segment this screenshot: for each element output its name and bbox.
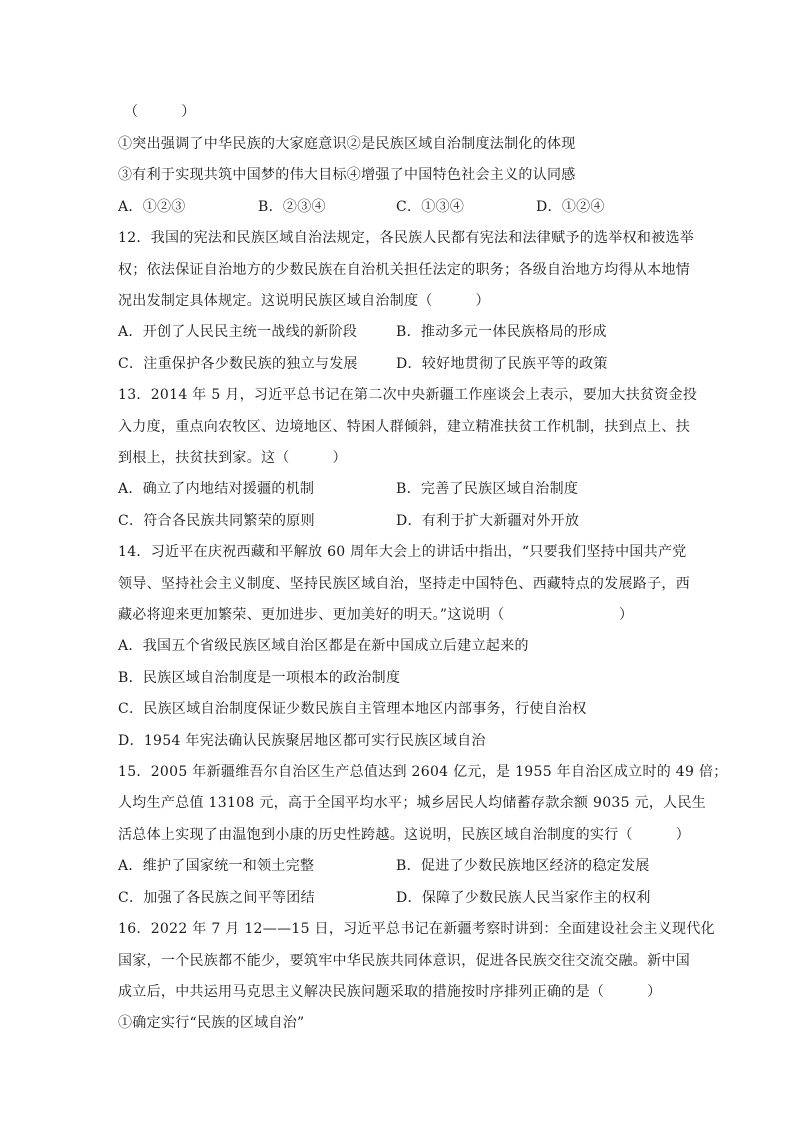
q11-option-c[interactable]: C．①③④ xyxy=(396,199,465,215)
q12-option-b[interactable]: B．推动多元一体民族格局的形成 xyxy=(396,324,607,340)
q14-option-b[interactable]: B．民族区域自治制度是一项根本的政治制度 xyxy=(118,670,401,686)
q11-statement-3-4: ③有利于实现共筑中国梦的伟大目标④增强了中国特色社会主义的认同感 xyxy=(118,167,576,183)
q15-stem-line-3: 活总体上实现了由温饱到小康的历史性跨越。这说明，民族区域自治制度的实行（ ） xyxy=(118,827,690,843)
q11-option-b[interactable]: B．②③④ xyxy=(258,199,326,215)
q13-option-b[interactable]: B．完善了民族区域自治制度 xyxy=(396,481,579,497)
q15-option-c[interactable]: C．加强了各民族之间平等团结 xyxy=(118,890,315,906)
q14-option-a[interactable]: A．我国五个省级民族区域自治区都是在新中国成立后建立起来的 xyxy=(118,638,529,654)
q12-option-c[interactable]: C．注重保护各少数民族的独立与发展 xyxy=(118,356,358,372)
q15-stem-line-1: 15．2005 年新疆维吾尔自治区生产总值达到 2604 亿元，是 1955 年自治区成立时的 49 倍； xyxy=(118,764,728,780)
q15-option-d[interactable]: D．保障了少数民族人民当家作主的权利 xyxy=(396,890,651,906)
q13-option-c[interactable]: C．符合各民族共同繁荣的原则 xyxy=(118,513,315,529)
q13-stem-line-1: 13．2014 年 5 月，习近平总书记在第二次中央新疆工作座谈会上表示，要加大扶贫资金投 xyxy=(118,387,698,403)
q14-stem-line-3: 藏必将迎来更加繁荣、更加进步、更加美好的明天。”这说明（ ） xyxy=(118,607,634,623)
q14-option-d[interactable]: D．1954 年宪法确认民族聚居地区都可实行民族区域自治 xyxy=(118,733,486,749)
q12-option-d[interactable]: D．较好地贯彻了民族平等的政策 xyxy=(396,356,608,372)
q16-stem-line-1: 16．2022 年 7 月 12——15 日，习近平总书记在新疆考察时讲到：全面建设社会主义现代化 xyxy=(118,921,715,937)
q13-stem-line-3: 到根上，扶贫扶到家。这（ ） xyxy=(118,450,347,466)
q14-stem-line-2: 领导、坚持社会主义制度、坚持民族区域自治，坚持走中国特色、西藏特点的发展路子，西 xyxy=(118,576,690,592)
q13-option-a[interactable]: A．确立了内地结对援疆的机制 xyxy=(118,481,315,497)
q11-answer-blank: （ ） xyxy=(124,104,196,120)
q13-stem-line-2: 入力度，重点向农牧区、边境地区、特困人群倾斜，建立精准扶贫工作机制，扶到点上、扶 xyxy=(118,419,690,435)
q16-stem-line-3: 成立后，中共运用马克思主义解决民族问题采取的措施按时序排列正确的是（ ） xyxy=(118,984,662,1000)
q15-option-b[interactable]: B．促进了少数民族地区经济的稳定发展 xyxy=(396,858,650,874)
q15-stem-line-2: 人均生产总值 13108 元，高于全国平均水平；城乡居民人均储蓄存款余额 9035 元，人民生 xyxy=(118,795,707,811)
q16-stem-line-2: 国家，一个民族都不能少，要筑牢中华民族共同体意识，促进各民族交往交流交融。新中国 xyxy=(118,953,690,969)
q12-stem-line-1: 12．我国的宪法和民族区域自治法规定，各民族人民都有宪法和法律赋予的选举权和被选举 xyxy=(118,230,695,246)
q11-option-a[interactable]: A．①②③ xyxy=(118,199,186,215)
q12-stem-line-2: 权；依法保证自治地方的少数民族在自治机关担任法定的职务；各级自治地方均得从本地情 xyxy=(118,262,690,278)
q13-option-d[interactable]: D．有利于扩大新疆对外开放 xyxy=(396,513,580,529)
q11-statement-1-2: ①突出强调了中华民族的大家庭意识②是民族区域自治制度法制化的体现 xyxy=(118,136,576,152)
q16-statement-1: ①确定实行“民族的区域自治” xyxy=(118,1015,305,1031)
q14-stem-line-1: 14．习近平在庆祝西藏和平解放 60 周年大会上的讲话中指出，“只要我们坚持中国共产党 xyxy=(118,544,687,560)
q15-option-a[interactable]: A．维护了国家统一和领土完整 xyxy=(118,858,315,874)
q12-stem-line-3: 况出发制定具体规定。这说明民族区域自治制度（ ） xyxy=(118,293,490,309)
q14-option-c[interactable]: C．民族区域自治制度保证少数民族自主管理本地区内部事务，行使自治权 xyxy=(118,701,587,717)
q11-option-d[interactable]: D．①②④ xyxy=(536,199,605,215)
q12-option-a[interactable]: A．开创了人民民主统一战线的新阶段 xyxy=(118,324,358,340)
